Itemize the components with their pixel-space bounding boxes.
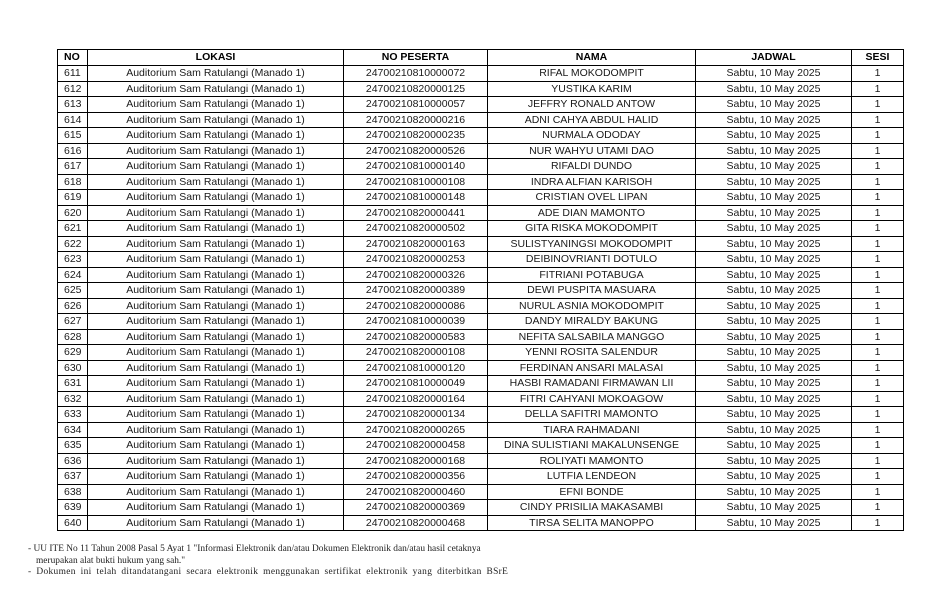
cell-lokasi: Auditorium Sam Ratulangi (Manado 1) [88, 283, 344, 299]
table-row [58, 205, 904, 221]
cell-no-peserta: 24700210820000163 [344, 236, 488, 252]
cell-lokasi: Auditorium Sam Ratulangi (Manado 1) [88, 205, 344, 221]
cell-lokasi: Auditorium Sam Ratulangi (Manado 1) [88, 66, 344, 82]
cell-lokasi: Auditorium Sam Ratulangi (Manado 1) [88, 422, 344, 438]
cell-sesi: 1 [852, 283, 904, 299]
cell-lokasi: Auditorium Sam Ratulangi (Manado 1) [88, 236, 344, 252]
cell-lokasi: Auditorium Sam Ratulangi (Manado 1) [88, 484, 344, 500]
cell-no-peserta: 24700210820000164 [344, 391, 488, 407]
cell-no: 620 [58, 205, 88, 221]
table-row [58, 267, 904, 283]
cell-no-peserta: 24700210810000049 [344, 376, 488, 392]
cell-no-peserta: 24700210820000458 [344, 438, 488, 454]
cell-lokasi: Auditorium Sam Ratulangi (Manado 1) [88, 314, 344, 330]
cell-no-peserta: 24700210820000468 [344, 515, 488, 531]
cell-no: 634 [58, 422, 88, 438]
cell-jadwal: Sabtu, 10 May 2025 [696, 422, 852, 438]
table-row [58, 298, 904, 314]
cell-sesi: 1 [852, 267, 904, 283]
cell-no-peserta: 24700210820000168 [344, 453, 488, 469]
table-row [58, 329, 904, 345]
cell-lokasi: Auditorium Sam Ratulangi (Manado 1) [88, 128, 344, 144]
cell-nama: GITA RISKA MOKODOMPIT [488, 221, 696, 237]
cell-lokasi: Auditorium Sam Ratulangi (Manado 1) [88, 174, 344, 190]
cell-no: 615 [58, 128, 88, 144]
cell-jadwal: Sabtu, 10 May 2025 [696, 484, 852, 500]
cell-jadwal: Sabtu, 10 May 2025 [696, 267, 852, 283]
cell-nama: CINDY PRISILIA MAKASAMBI [488, 500, 696, 516]
cell-nama: HASBI RAMADANI FIRMAWAN LII [488, 376, 696, 392]
cell-sesi: 1 [852, 221, 904, 237]
cell-jadwal: Sabtu, 10 May 2025 [696, 453, 852, 469]
cell-jadwal: Sabtu, 10 May 2025 [696, 112, 852, 128]
cell-nama: FITRIANI POTABUGA [488, 267, 696, 283]
cell-jadwal: Sabtu, 10 May 2025 [696, 128, 852, 144]
cell-jadwal: Sabtu, 10 May 2025 [696, 221, 852, 237]
cell-no: 624 [58, 267, 88, 283]
cell-lokasi: Auditorium Sam Ratulangi (Manado 1) [88, 329, 344, 345]
cell-lokasi: Auditorium Sam Ratulangi (Manado 1) [88, 252, 344, 268]
cell-no-peserta: 24700210820000125 [344, 81, 488, 97]
cell-nama: ADE DIAN MAMONTO [488, 205, 696, 221]
cell-no-peserta: 24700210810000108 [344, 174, 488, 190]
cell-sesi: 1 [852, 438, 904, 454]
table-row [58, 190, 904, 206]
cell-no: 622 [58, 236, 88, 252]
cell-no-peserta: 24700210820000356 [344, 469, 488, 485]
cell-lokasi: Auditorium Sam Ratulangi (Manado 1) [88, 515, 344, 531]
table-row [58, 500, 904, 516]
cell-lokasi: Auditorium Sam Ratulangi (Manado 1) [88, 81, 344, 97]
cell-lokasi: Auditorium Sam Ratulangi (Manado 1) [88, 345, 344, 361]
header-no-peserta: NO PESERTA [344, 50, 488, 66]
cell-lokasi: Auditorium Sam Ratulangi (Manado 1) [88, 221, 344, 237]
cell-nama: ROLIYATI MAMONTO [488, 453, 696, 469]
cell-no: 630 [58, 360, 88, 376]
cell-no-peserta: 24700210810000057 [344, 97, 488, 113]
cell-no-peserta: 24700210820000086 [344, 298, 488, 314]
cell-no: 629 [58, 345, 88, 361]
cell-jadwal: Sabtu, 10 May 2025 [696, 469, 852, 485]
cell-no: 616 [58, 143, 88, 159]
cell-jadwal: Sabtu, 10 May 2025 [696, 329, 852, 345]
cell-sesi: 1 [852, 345, 904, 361]
cell-lokasi: Auditorium Sam Ratulangi (Manado 1) [88, 391, 344, 407]
cell-sesi: 1 [852, 422, 904, 438]
table-row [58, 221, 904, 237]
cell-sesi: 1 [852, 128, 904, 144]
cell-no: 625 [58, 283, 88, 299]
footer-note-ite: - UU ITE No 11 Tahun 2008 Pasal 5 Ayat 1 "Informasi Elektronik dan/atau Dokumen Elektronik dan/atau hasil cetaknya [28, 544, 481, 554]
cell-jadwal: Sabtu, 10 May 2025 [696, 252, 852, 268]
table-row [58, 252, 904, 268]
table-row [58, 81, 904, 97]
cell-nama: DEIBINOVRIANTI DOTULO [488, 252, 696, 268]
cell-sesi: 1 [852, 236, 904, 252]
table-header-row [58, 50, 904, 66]
cell-sesi: 1 [852, 205, 904, 221]
cell-nama: RIFAL MOKODOMPIT [488, 66, 696, 82]
cell-nama: DANDY MIRALDY BAKUNG [488, 314, 696, 330]
cell-jadwal: Sabtu, 10 May 2025 [696, 283, 852, 299]
cell-no-peserta: 24700210810000120 [344, 360, 488, 376]
table-row [58, 360, 904, 376]
cell-no-peserta: 24700210820000326 [344, 267, 488, 283]
cell-jadwal: Sabtu, 10 May 2025 [696, 81, 852, 97]
cell-nama: SULISTYANINGSI MOKODOMPIT [488, 236, 696, 252]
cell-sesi: 1 [852, 97, 904, 113]
cell-lokasi: Auditorium Sam Ratulangi (Manado 1) [88, 407, 344, 423]
cell-nama: DINA SULISTIANI MAKALUNSENGE [488, 438, 696, 454]
cell-jadwal: Sabtu, 10 May 2025 [696, 236, 852, 252]
cell-no-peserta: 24700210820000134 [344, 407, 488, 423]
cell-nama: NUR WAHYU UTAMI DAO [488, 143, 696, 159]
cell-sesi: 1 [852, 252, 904, 268]
cell-lokasi: Auditorium Sam Ratulangi (Manado 1) [88, 438, 344, 454]
cell-jadwal: Sabtu, 10 May 2025 [696, 391, 852, 407]
cell-lokasi: Auditorium Sam Ratulangi (Manado 1) [88, 143, 344, 159]
cell-nama: NEFITA SALSABILA MANGGO [488, 329, 696, 345]
cell-no: 639 [58, 500, 88, 516]
cell-no-peserta: 24700210820000460 [344, 484, 488, 500]
cell-nama: TIRSA SELITA MANOPPO [488, 515, 696, 531]
cell-sesi: 1 [852, 314, 904, 330]
footer-note-ite-continued: merupakan alat bukti hukum yang sah." [36, 555, 186, 566]
cell-jadwal: Sabtu, 10 May 2025 [696, 515, 852, 531]
cell-sesi: 1 [852, 190, 904, 206]
cell-sesi: 1 [852, 66, 904, 82]
cell-jadwal: Sabtu, 10 May 2025 [696, 500, 852, 516]
cell-nama: NURMALA ODODAY [488, 128, 696, 144]
cell-jadwal: Sabtu, 10 May 2025 [696, 345, 852, 361]
cell-no-peserta: 24700210820000526 [344, 143, 488, 159]
cell-jadwal: Sabtu, 10 May 2025 [696, 376, 852, 392]
cell-nama: FERDINAN ANSARI MALASAI [488, 360, 696, 376]
cell-no: 621 [58, 221, 88, 237]
cell-nama: DEWI PUSPITA MASUARA [488, 283, 696, 299]
cell-lokasi: Auditorium Sam Ratulangi (Manado 1) [88, 298, 344, 314]
table-row [58, 484, 904, 500]
table-row [58, 174, 904, 190]
cell-no-peserta: 24700210820000108 [344, 345, 488, 361]
cell-nama: CRISTIAN OVEL LIPAN [488, 190, 696, 206]
cell-jadwal: Sabtu, 10 May 2025 [696, 143, 852, 159]
cell-jadwal: Sabtu, 10 May 2025 [696, 314, 852, 330]
cell-no: 611 [58, 66, 88, 82]
cell-lokasi: Auditorium Sam Ratulangi (Manado 1) [88, 453, 344, 469]
cell-lokasi: Auditorium Sam Ratulangi (Manado 1) [88, 376, 344, 392]
table-row [58, 236, 904, 252]
cell-nama: DELLA SAFITRI MAMONTO [488, 407, 696, 423]
header-sesi: SESI [852, 50, 904, 66]
cell-sesi: 1 [852, 407, 904, 423]
cell-sesi: 1 [852, 515, 904, 531]
table-row [58, 159, 904, 175]
cell-sesi: 1 [852, 391, 904, 407]
cell-sesi: 1 [852, 159, 904, 175]
cell-no-peserta: 24700210820000216 [344, 112, 488, 128]
cell-jadwal: Sabtu, 10 May 2025 [696, 190, 852, 206]
cell-no: 635 [58, 438, 88, 454]
cell-no: 626 [58, 298, 88, 314]
cell-nama: YUSTIKA KARIM [488, 81, 696, 97]
cell-nama: YENNI ROSITA SALENDUR [488, 345, 696, 361]
cell-sesi: 1 [852, 143, 904, 159]
cell-nama: TIARA RAHMADANI [488, 422, 696, 438]
cell-sesi: 1 [852, 469, 904, 485]
cell-jadwal: Sabtu, 10 May 2025 [696, 438, 852, 454]
header-no: NO [58, 50, 88, 66]
cell-lokasi: Auditorium Sam Ratulangi (Manado 1) [88, 190, 344, 206]
cell-sesi: 1 [852, 329, 904, 345]
table-row [58, 469, 904, 485]
header-nama: NAMA [488, 50, 696, 66]
cell-lokasi: Auditorium Sam Ratulangi (Manado 1) [88, 159, 344, 175]
cell-nama: NURUL ASNIA MOKODOMPIT [488, 298, 696, 314]
cell-no: 637 [58, 469, 88, 485]
table-row [58, 314, 904, 330]
cell-no-peserta: 24700210820000265 [344, 422, 488, 438]
cell-no-peserta: 24700210820000369 [344, 500, 488, 516]
cell-lokasi: Auditorium Sam Ratulangi (Manado 1) [88, 469, 344, 485]
table-row [58, 453, 904, 469]
cell-jadwal: Sabtu, 10 May 2025 [696, 66, 852, 82]
table-row [58, 128, 904, 144]
cell-lokasi: Auditorium Sam Ratulangi (Manado 1) [88, 97, 344, 113]
cell-no-peserta: 24700210810000148 [344, 190, 488, 206]
cell-jadwal: Sabtu, 10 May 2025 [696, 360, 852, 376]
cell-sesi: 1 [852, 360, 904, 376]
cell-nama: FITRI CAHYANI MOKOAGOW [488, 391, 696, 407]
table-row [58, 438, 904, 454]
cell-no: 617 [58, 159, 88, 175]
cell-no: 619 [58, 190, 88, 206]
cell-jadwal: Sabtu, 10 May 2025 [696, 205, 852, 221]
cell-jadwal: Sabtu, 10 May 2025 [696, 159, 852, 175]
footer-note-bsre: - Dokumen ini telah ditandatangani secara elektronik menggunakan sertifikat elektronik yang diterbitkan BSrE [28, 567, 509, 577]
cell-no: 638 [58, 484, 88, 500]
cell-nama: INDRA ALFIAN KARISOH [488, 174, 696, 190]
cell-sesi: 1 [852, 298, 904, 314]
cell-lokasi: Auditorium Sam Ratulangi (Manado 1) [88, 360, 344, 376]
cell-sesi: 1 [852, 81, 904, 97]
cell-no-peserta: 24700210820000253 [344, 252, 488, 268]
participant-table [57, 49, 904, 531]
table-row [58, 407, 904, 423]
cell-no-peserta: 24700210820000389 [344, 283, 488, 299]
legal-footer [28, 544, 628, 579]
table-row [58, 112, 904, 128]
cell-jadwal: Sabtu, 10 May 2025 [696, 174, 852, 190]
cell-no: 631 [58, 376, 88, 392]
cell-sesi: 1 [852, 500, 904, 516]
cell-nama: RIFALDI DUNDO [488, 159, 696, 175]
cell-no: 627 [58, 314, 88, 330]
table-row [58, 515, 904, 531]
cell-nama: JEFFRY RONALD ANTOW [488, 97, 696, 113]
cell-no-peserta: 24700210820000583 [344, 329, 488, 345]
cell-lokasi: Auditorium Sam Ratulangi (Manado 1) [88, 500, 344, 516]
cell-no-peserta: 24700210810000039 [344, 314, 488, 330]
cell-no-peserta: 24700210810000072 [344, 66, 488, 82]
table-row [58, 283, 904, 299]
cell-sesi: 1 [852, 376, 904, 392]
header-jadwal: JADWAL [696, 50, 852, 66]
table-body [58, 66, 904, 531]
cell-no: 633 [58, 407, 88, 423]
cell-sesi: 1 [852, 112, 904, 128]
table-row [58, 66, 904, 82]
cell-no: 636 [58, 453, 88, 469]
cell-no-peserta: 24700210820000235 [344, 128, 488, 144]
cell-jadwal: Sabtu, 10 May 2025 [696, 407, 852, 423]
cell-sesi: 1 [852, 453, 904, 469]
cell-nama: EFNI BONDE [488, 484, 696, 500]
cell-no: 613 [58, 97, 88, 113]
cell-sesi: 1 [852, 174, 904, 190]
cell-no: 640 [58, 515, 88, 531]
header-lokasi: LOKASI [88, 50, 344, 66]
cell-no: 628 [58, 329, 88, 345]
cell-no: 632 [58, 391, 88, 407]
table-row [58, 376, 904, 392]
cell-lokasi: Auditorium Sam Ratulangi (Manado 1) [88, 112, 344, 128]
table-row [58, 143, 904, 159]
cell-no: 614 [58, 112, 88, 128]
table-row [58, 422, 904, 438]
cell-no-peserta: 24700210820000441 [344, 205, 488, 221]
cell-no-peserta: 24700210820000502 [344, 221, 488, 237]
cell-jadwal: Sabtu, 10 May 2025 [696, 97, 852, 113]
cell-no: 623 [58, 252, 88, 268]
table-row [58, 345, 904, 361]
cell-no-peserta: 24700210810000140 [344, 159, 488, 175]
cell-nama: ADNI CAHYA ABDUL HALID [488, 112, 696, 128]
table-row [58, 391, 904, 407]
cell-lokasi: Auditorium Sam Ratulangi (Manado 1) [88, 267, 344, 283]
cell-sesi: 1 [852, 484, 904, 500]
cell-nama: LUTFIA LENDEON [488, 469, 696, 485]
cell-jadwal: Sabtu, 10 May 2025 [696, 298, 852, 314]
cell-no: 612 [58, 81, 88, 97]
cell-no: 618 [58, 174, 88, 190]
table-row [58, 97, 904, 113]
